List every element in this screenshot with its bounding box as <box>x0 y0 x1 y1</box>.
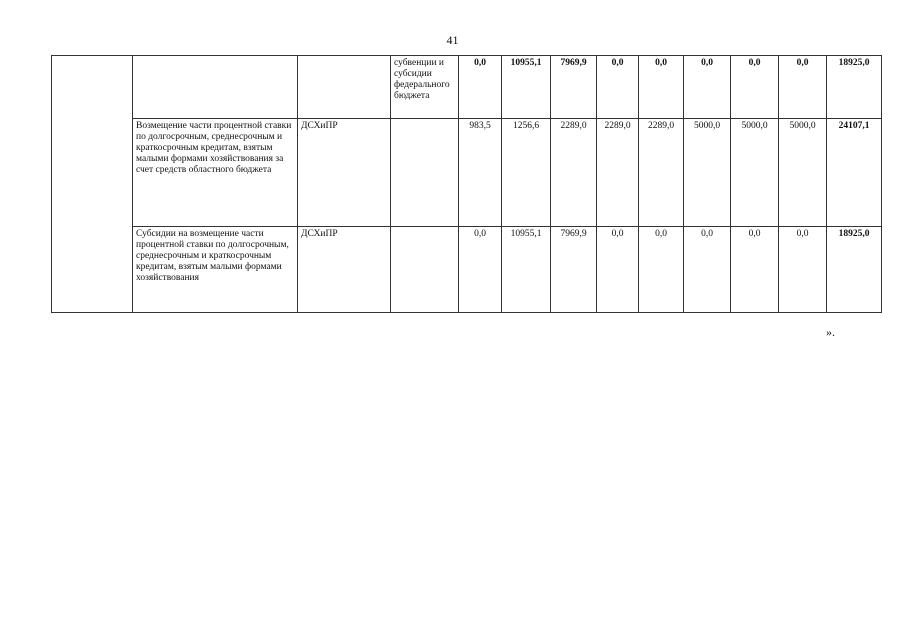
value-cell: 10955,1 <box>502 227 551 313</box>
value-cell: 2289,0 <box>639 119 684 227</box>
value-cell: 0,0 <box>684 227 731 313</box>
value-cell: 5000,0 <box>731 119 779 227</box>
value-cell: 0,0 <box>639 56 684 119</box>
executor-cell <box>298 56 391 119</box>
value-cell: 7969,9 <box>551 227 597 313</box>
funding-source-cell <box>391 119 459 227</box>
table-row <box>52 119 882 227</box>
value-cell: 5000,0 <box>684 119 731 227</box>
value-cell: 0,0 <box>779 56 827 119</box>
value-cell: 0,0 <box>731 56 779 119</box>
budget-table <box>51 55 882 313</box>
value-cell: 5000,0 <box>779 119 827 227</box>
value-cell: 0,0 <box>597 56 639 119</box>
executor-cell: ДСХиПР <box>298 227 391 313</box>
value-cell: 0,0 <box>684 56 731 119</box>
value-cell: 0,0 <box>459 227 502 313</box>
value-cell: 0,0 <box>639 227 684 313</box>
funding-source-cell <box>391 227 459 313</box>
value-cell: 2289,0 <box>551 119 597 227</box>
measure-name-cell: Субсидии на возмещение части процентной ставки по долгосрочным, среднесрочным и краткосрочным кредитам, взятым малыми формами хозяйствования <box>133 227 298 313</box>
total-cell: 18925,0 <box>827 227 882 313</box>
funding-source-cell: субвенции и субсидии федерального бюджета <box>391 56 459 119</box>
measure-name-cell: Возмещение части процентной ставки по долгосрочным, среднесрочным и краткосрочным кредитам, взятым малыми формами хозяйствования за счет средств областного бюджета <box>133 119 298 227</box>
total-cell: 24107,1 <box>827 119 882 227</box>
page-number: 41 <box>446 33 459 47</box>
closing-quote-mark: ». <box>826 325 835 339</box>
value-cell: 10955,1 <box>502 56 551 119</box>
table-row <box>52 56 882 119</box>
value-cell: 0,0 <box>597 227 639 313</box>
value-cell: 7969,9 <box>551 56 597 119</box>
value-cell: 0,0 <box>779 227 827 313</box>
total-cell: 18925,0 <box>827 56 882 119</box>
measure-name-cell <box>133 56 298 119</box>
executor-cell: ДСХиПР <box>298 119 391 227</box>
value-cell: 1256,6 <box>502 119 551 227</box>
value-cell: 2289,0 <box>597 119 639 227</box>
value-cell: 983,5 <box>459 119 502 227</box>
value-cell: 0,0 <box>459 56 502 119</box>
table-row <box>52 227 882 313</box>
value-cell: 0,0 <box>731 227 779 313</box>
merged-index-cell <box>52 56 133 313</box>
